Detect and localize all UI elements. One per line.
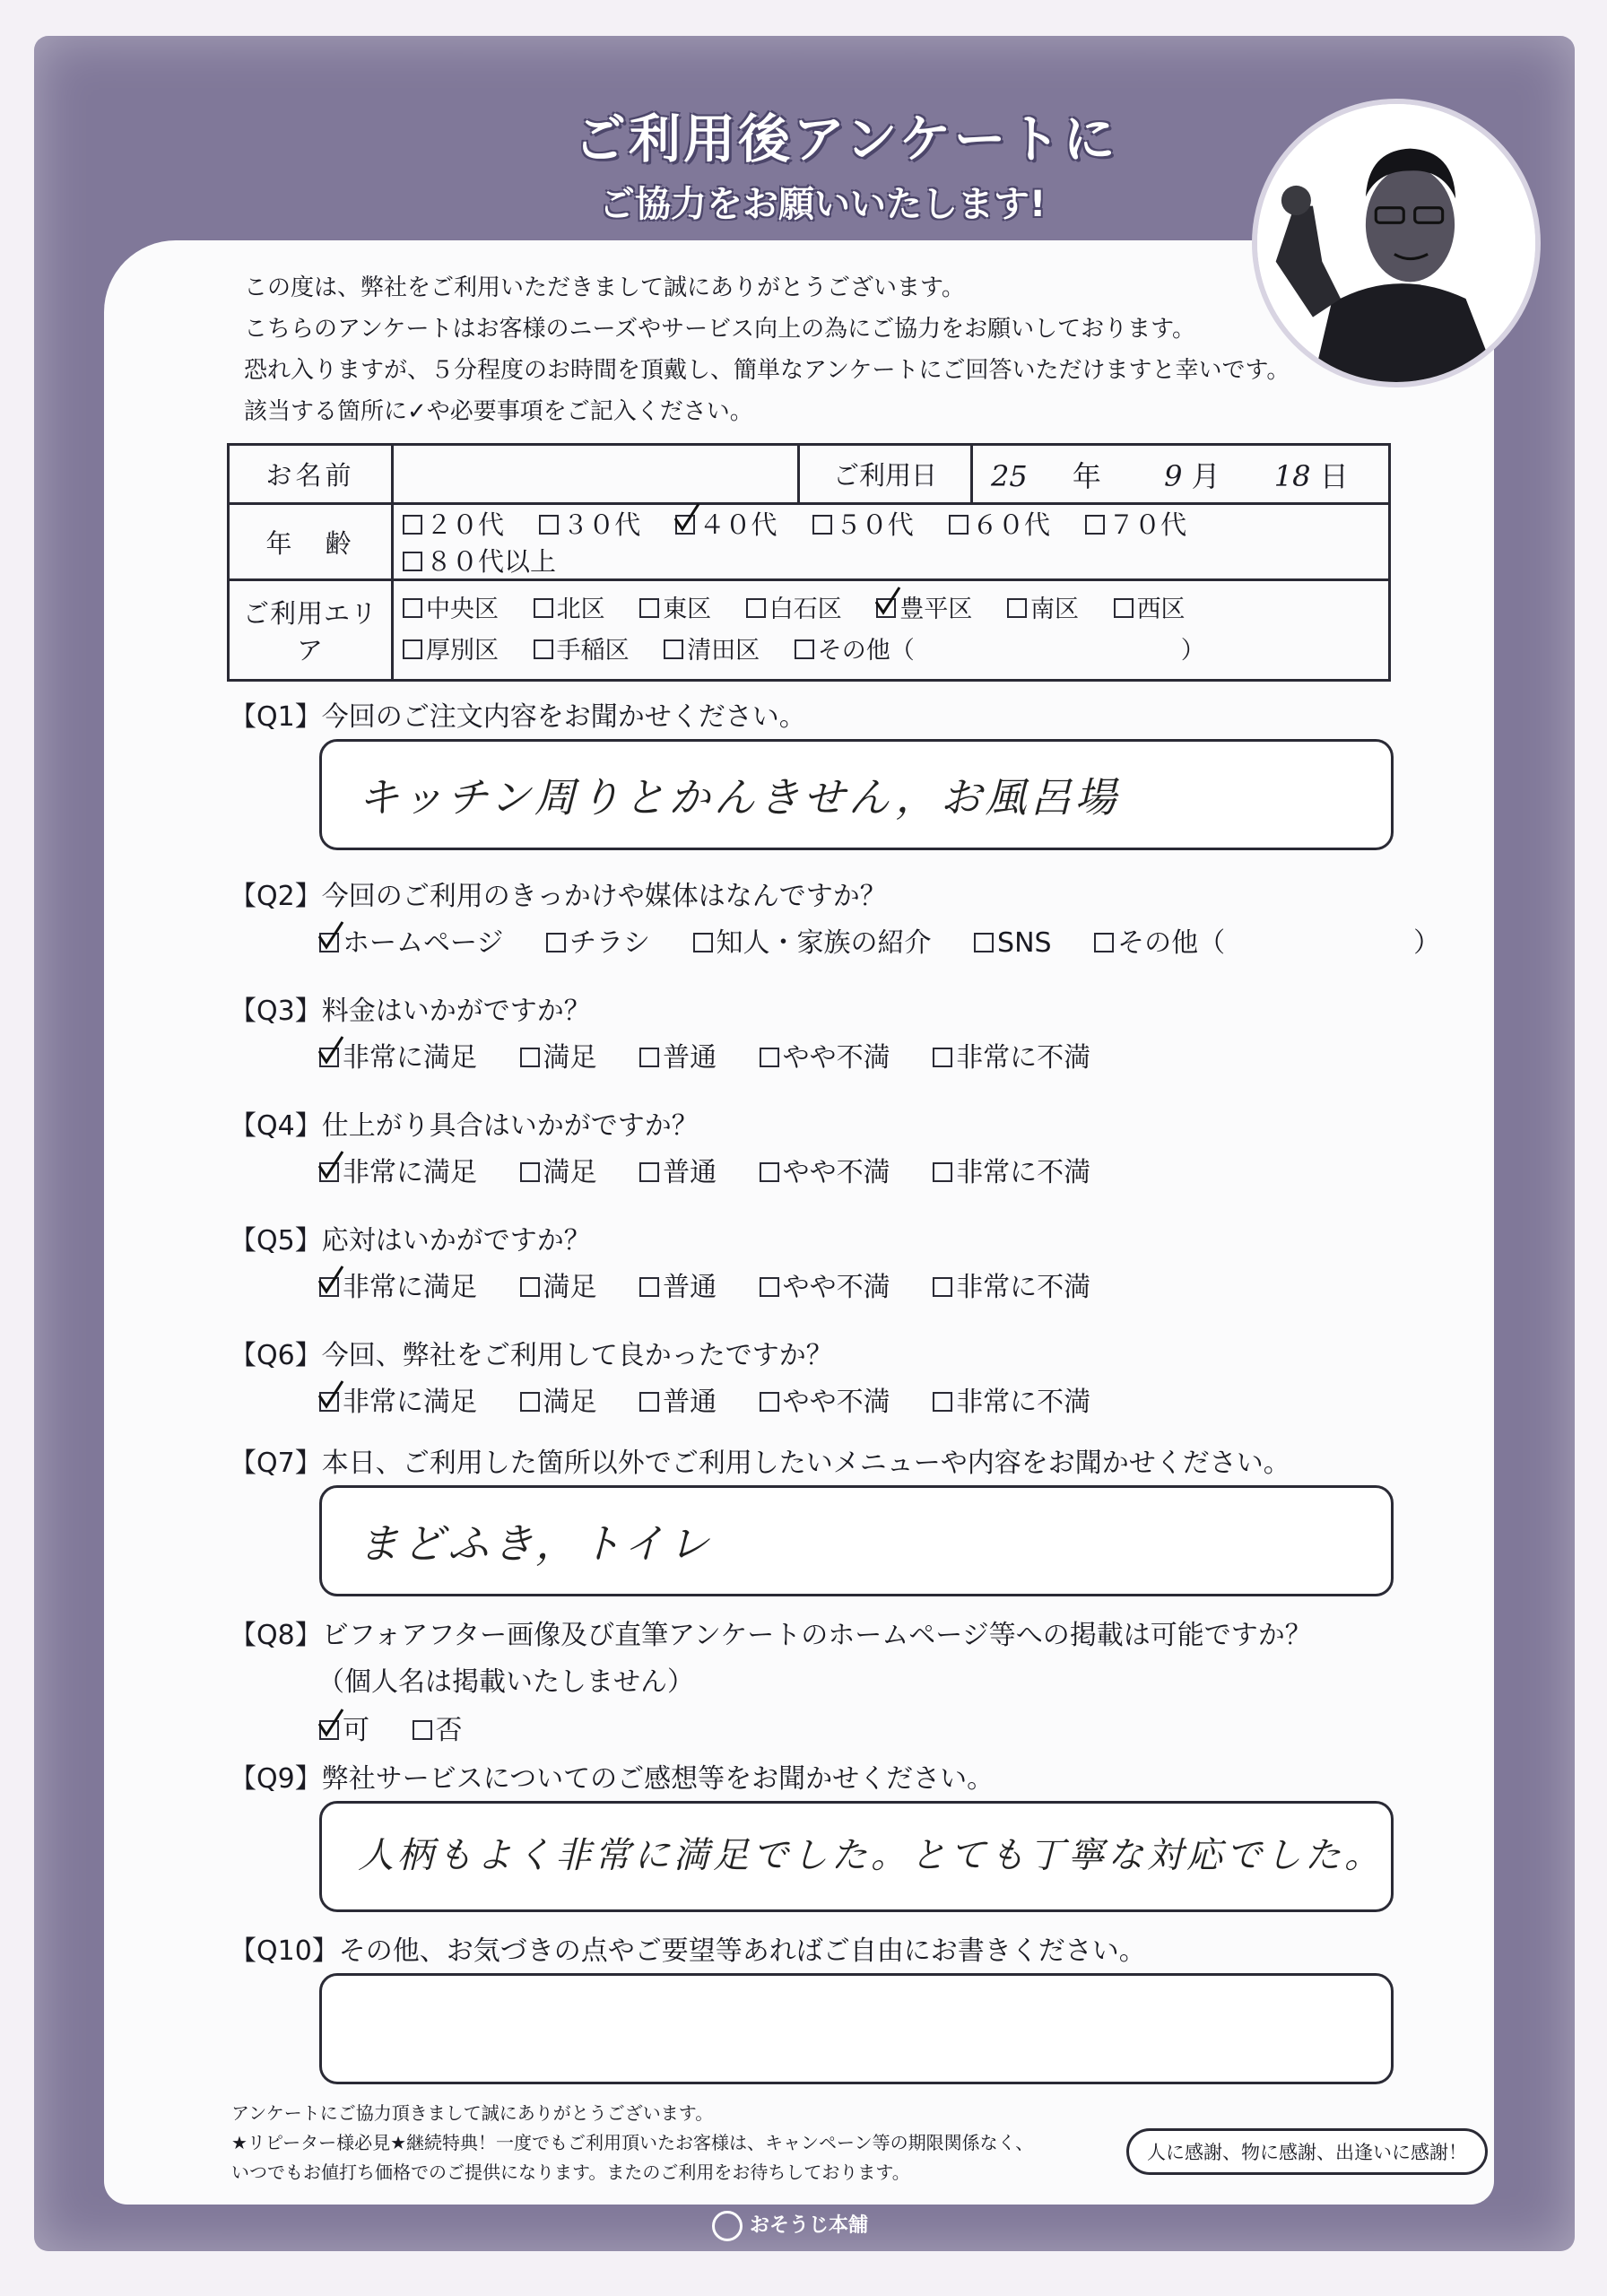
q3-options	[319, 1035, 1125, 1074]
checkbox[interactable]	[664, 639, 683, 659]
option-label: 普通	[663, 1272, 717, 1303]
footer-line: アンケートにご協力頂きまして誠にありがとうございます。	[231, 2102, 714, 2124]
option-label: 満足	[543, 1272, 597, 1303]
option-label: チラシ	[569, 927, 650, 959]
q6-options	[319, 1379, 1125, 1419]
check-mark-icon	[317, 1265, 344, 1295]
checkbox[interactable]	[520, 1048, 540, 1067]
q6-option-selected[interactable]	[319, 1379, 477, 1419]
q2-option[interactable]	[546, 920, 650, 960]
checkbox[interactable]	[520, 1162, 540, 1182]
q4-option[interactable]	[520, 1150, 597, 1189]
age-option[interactable]	[812, 505, 914, 542]
intro-line: こちらのアンケートはお客様のニーズやサービス向上の為にご協力をお願いしております。	[244, 316, 1196, 343]
checked-checkbox[interactable]	[319, 1048, 339, 1067]
intro-line: 恐れ入りますが、５分程度のお時間を頂戴し、簡単なアンケートにご回答いただけますと幸いです。	[244, 357, 1290, 384]
checkbox[interactable]	[520, 1392, 540, 1412]
q3-option-selected[interactable]	[319, 1035, 477, 1074]
heart-logo-icon	[712, 2211, 743, 2241]
area-option[interactable]	[1114, 589, 1186, 631]
q5-option[interactable]	[639, 1265, 717, 1304]
option-label: 清田区	[687, 636, 760, 665]
checkbox[interactable]	[760, 1048, 779, 1067]
q9-answer: 人柄もよく非常に満足でした。とても丁寧な対応でした。	[358, 1835, 1384, 1876]
q10-label: 【Q10】その他、お気づきの点やご要望等あればご自由にお書きください。	[230, 1935, 1146, 1967]
checkbox[interactable]	[1094, 933, 1114, 952]
date-label: ご利用日	[799, 445, 972, 504]
option-label: 非常に不満	[956, 1387, 1091, 1418]
check-mark-icon	[317, 1379, 344, 1410]
q9-label: 【Q9】弊社サービスについてのご感想等をお聞かせください。	[230, 1763, 995, 1795]
q7-answer: まどふき，トイレ	[358, 1519, 713, 1568]
option-label: 西区	[1136, 595, 1186, 623]
checkbox[interactable]	[403, 639, 422, 659]
checkbox[interactable]	[1114, 598, 1134, 618]
name-field[interactable]	[393, 445, 799, 504]
checkbox[interactable]	[639, 1277, 659, 1297]
age-option-selected[interactable]	[675, 505, 777, 542]
area-option-other[interactable]	[795, 631, 1205, 672]
area-option[interactable]	[746, 589, 842, 631]
q8-note: （個人名は掲載いたしません）	[317, 1666, 694, 1698]
option-label: 可	[343, 1715, 369, 1746]
checkbox[interactable]	[534, 639, 553, 659]
q6-option[interactable]	[520, 1379, 597, 1419]
checked-checkbox[interactable]	[675, 515, 695, 535]
checkbox[interactable]	[403, 598, 422, 618]
option-label: やや不満	[782, 1157, 890, 1188]
date-month: 9	[1164, 458, 1183, 493]
q8-option[interactable]	[413, 1708, 463, 1747]
option-label: ホームページ	[343, 927, 504, 959]
checkbox[interactable]	[760, 1392, 779, 1412]
q2-option[interactable]	[1094, 920, 1440, 960]
q3-option[interactable]	[639, 1035, 717, 1074]
checkbox[interactable]	[534, 598, 553, 618]
q2-option-selected[interactable]	[319, 920, 503, 960]
option-label: 普通	[663, 1157, 717, 1188]
date-day: 18	[1273, 458, 1311, 493]
q4-label: 【Q4】仕上がり具合はいかがですか？	[230, 1110, 699, 1142]
age-label: 年 齢	[229, 504, 393, 580]
option-label: 満足	[543, 1387, 597, 1418]
q6-label: 【Q6】今回、弊社をご利用して良かったですか？	[230, 1340, 833, 1371]
age-option[interactable]	[403, 542, 556, 578]
checkbox[interactable]	[933, 1277, 952, 1297]
option-label: ７０代	[1108, 509, 1187, 540]
q10-answer-box[interactable]	[319, 1973, 1394, 2084]
area-option[interactable]	[403, 631, 499, 672]
day-unit: 日	[1319, 458, 1349, 493]
q5-option-selected[interactable]	[319, 1265, 477, 1304]
q4-options	[319, 1150, 1125, 1189]
checkbox[interactable]	[693, 933, 713, 952]
company-motto: 人に感謝、物に感謝、出逢いに感謝！	[1126, 2128, 1488, 2175]
q6-option[interactable]	[639, 1379, 717, 1419]
checkbox[interactable]	[746, 598, 766, 618]
customer-info-table	[227, 443, 1391, 682]
checkbox[interactable]	[639, 598, 659, 618]
checkbox[interactable]	[1007, 598, 1027, 618]
option-label: 白石区	[769, 595, 842, 623]
checkbox[interactable]	[933, 1048, 952, 1067]
checkbox[interactable]	[546, 933, 566, 952]
checked-checkbox[interactable]	[319, 1162, 339, 1182]
q6-option[interactable]	[933, 1379, 1090, 1419]
option-label: 非常に満足	[343, 1157, 477, 1188]
q3-option[interactable]	[760, 1035, 890, 1074]
check-mark-icon	[317, 1708, 344, 1738]
area-option[interactable]	[664, 631, 760, 672]
option-label: ３０代	[562, 509, 641, 540]
checkbox[interactable]	[933, 1162, 952, 1182]
date-year: 25	[991, 458, 1028, 493]
q5-options	[319, 1265, 1125, 1304]
page-title: ご利用後アンケートに	[574, 109, 1118, 170]
q1-label: 【Q1】今回のご注文内容をお聞かせください。	[230, 701, 806, 733]
option-label: 手稲区	[556, 636, 630, 665]
age-options	[393, 504, 1390, 580]
q9-answer-box[interactable]	[319, 1801, 1394, 1912]
option-label: やや不満	[782, 1272, 890, 1303]
q1-answer: キッチン周りとかんきせん，お風呂場	[358, 773, 1120, 822]
checked-checkbox[interactable]	[319, 1277, 339, 1297]
checkbox[interactable]	[795, 639, 814, 659]
area-option[interactable]	[534, 589, 605, 631]
option-label: 豊平区	[899, 595, 973, 623]
q7-answer-box[interactable]	[319, 1485, 1394, 1596]
q5-label: 【Q5】応対はいかがですか？	[230, 1225, 591, 1257]
option-label: 北区	[556, 595, 605, 623]
check-mark-icon	[317, 920, 344, 951]
area-option[interactable]	[403, 589, 499, 631]
q3-option[interactable]	[933, 1035, 1090, 1074]
option-label: 普通	[663, 1042, 717, 1074]
option-label: 普通	[663, 1387, 717, 1418]
checkbox[interactable]	[1085, 515, 1105, 535]
q1-answer-box[interactable]	[319, 739, 1394, 850]
option-label: 非常に満足	[343, 1387, 477, 1418]
age-option[interactable]	[539, 505, 640, 542]
name-label: お名前	[229, 445, 393, 504]
option-label: 非常に不満	[956, 1272, 1091, 1303]
checked-checkbox[interactable]	[319, 1392, 339, 1412]
q5-option[interactable]	[760, 1265, 890, 1304]
option-label: ６０代	[971, 509, 1050, 540]
q4-option[interactable]	[760, 1150, 890, 1189]
option-label: SNS	[997, 927, 1052, 959]
intro-line: 該当する箇所に✓や必要事項をご記入ください。	[244, 398, 753, 425]
checkbox[interactable]	[974, 933, 994, 952]
area-option[interactable]	[534, 631, 630, 672]
checkbox[interactable]	[520, 1277, 540, 1297]
page-subtitle: ご協力をお願いいたします!	[599, 184, 1047, 225]
footer-text	[231, 2099, 1033, 2187]
intro-text	[244, 267, 1290, 432]
option-label: 否	[435, 1715, 463, 1746]
check-mark-icon	[317, 1035, 344, 1065]
checkbox[interactable]	[760, 1162, 779, 1182]
staff-photo	[1252, 99, 1541, 387]
checkbox[interactable]	[639, 1162, 659, 1182]
q4-option-selected[interactable]	[319, 1150, 477, 1189]
option-label: ２０代	[426, 509, 505, 540]
q7-label: 【Q7】本日、ご利用した箇所以外でご利用したいメニューや内容をお聞かせください。	[230, 1448, 1290, 1479]
q8-options	[319, 1708, 497, 1747]
area-option[interactable]	[639, 589, 711, 631]
area-option-selected[interactable]	[876, 589, 972, 631]
q2-options	[319, 920, 1474, 960]
q2-option[interactable]	[693, 920, 932, 960]
check-mark-icon	[874, 586, 901, 616]
age-option[interactable]	[949, 505, 1050, 542]
check-mark-icon	[673, 502, 700, 533]
option-label: 東区	[663, 595, 712, 623]
q3-label: 【Q3】料金はいかがですか？	[230, 996, 591, 1027]
option-label: 満足	[543, 1042, 597, 1074]
q8-label: 【Q8】ビフォアフター画像及び直筆アンケートのホームページ等への掲載は可能ですか？	[230, 1620, 1312, 1651]
option-label: ５０代	[835, 509, 914, 540]
check-mark-icon	[317, 1150, 344, 1180]
option-label: 非常に不満	[956, 1042, 1091, 1074]
footer-line: いつでもお値打ち価格でのご提供になります。またのご利用をお待ちしております。	[231, 2161, 910, 2183]
area-option[interactable]	[1007, 589, 1079, 631]
checkbox[interactable]	[933, 1392, 952, 1412]
checkbox[interactable]	[413, 1720, 432, 1740]
checkbox[interactable]	[403, 552, 422, 571]
area-options	[393, 580, 1390, 681]
checked-checkbox[interactable]	[876, 598, 896, 618]
checkbox[interactable]	[812, 515, 832, 535]
area-label: ご利用エリア	[229, 580, 393, 681]
footer-line: ★リピーター様必見★継続特典！一度でもご利用頂いたお客様は、キャンペーン等の期限関係なく、	[231, 2132, 1034, 2153]
option-label: ８０代以上	[426, 546, 557, 577]
option-label: その他（ ）	[1117, 927, 1441, 959]
option-label: 非常に不満	[956, 1157, 1091, 1188]
age-option[interactable]	[1085, 505, 1186, 542]
q5-option[interactable]	[520, 1265, 597, 1304]
checkbox[interactable]	[403, 515, 422, 535]
option-label: 中央区	[426, 595, 499, 623]
option-label: 南区	[1029, 595, 1079, 623]
month-unit: 月	[1191, 458, 1220, 493]
q6-option[interactable]	[760, 1379, 890, 1419]
age-option[interactable]	[403, 505, 504, 542]
q3-option[interactable]	[520, 1035, 597, 1074]
company-logo	[712, 2210, 868, 2241]
option-label: やや不満	[782, 1042, 890, 1074]
q4-option[interactable]	[933, 1150, 1090, 1189]
date-field[interactable]	[972, 445, 1390, 504]
option-label: 非常に満足	[343, 1042, 477, 1074]
q2-label: 【Q2】今回のご利用のきっかけや媒体はなんですか？	[230, 881, 887, 912]
option-label: ４０代	[699, 509, 777, 540]
checkbox[interactable]	[949, 515, 969, 535]
q4-option[interactable]	[639, 1150, 717, 1189]
option-label: 非常に満足	[343, 1272, 477, 1303]
checked-checkbox[interactable]	[319, 933, 339, 952]
checkbox[interactable]	[760, 1277, 779, 1297]
q2-option[interactable]	[974, 927, 1052, 959]
checkbox[interactable]	[639, 1048, 659, 1067]
option-label: 知人・家族の紹介	[716, 927, 932, 959]
checkbox[interactable]	[639, 1392, 659, 1412]
intro-line: この度は、弊社をご利用いただきまして誠にありがとうございます。	[244, 274, 965, 301]
option-label: やや不満	[782, 1387, 890, 1418]
option-label: 厚別区	[426, 636, 499, 665]
option-label: その他（ ）	[817, 636, 1205, 665]
q5-option[interactable]	[933, 1265, 1090, 1304]
year-unit: 年	[1072, 458, 1101, 493]
q8-option-selected[interactable]	[319, 1708, 369, 1747]
logo-text: おそうじ本舗	[750, 2214, 869, 2237]
checked-checkbox[interactable]	[319, 1720, 339, 1740]
checkbox[interactable]	[539, 515, 559, 535]
option-label: 満足	[543, 1157, 597, 1188]
